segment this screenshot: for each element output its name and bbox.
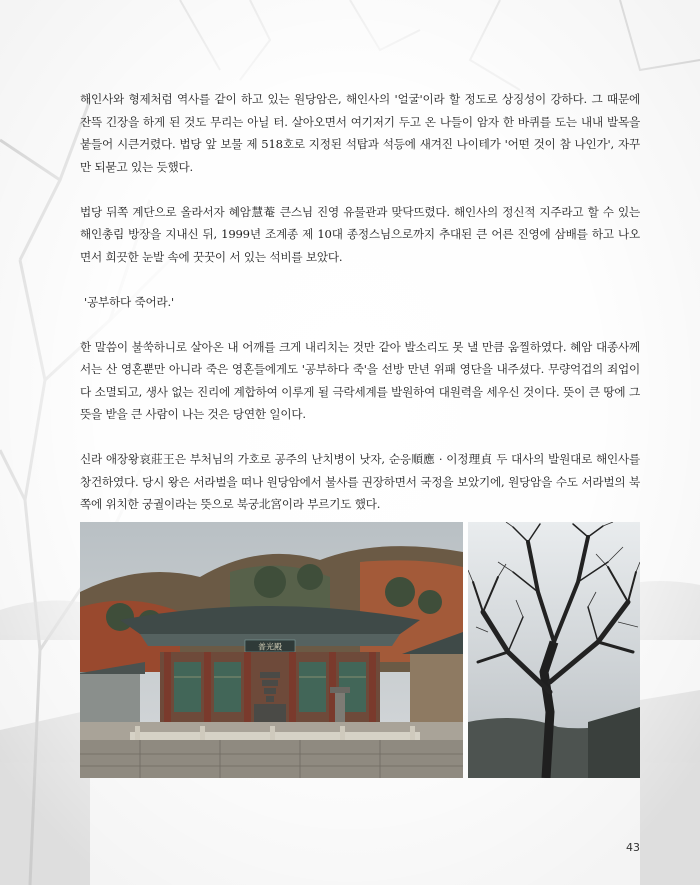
paragraph-4: 신라 애장왕哀莊王은 부처님의 가호로 공주의 난치병이 낫자, 순응順應 · 이정理貞 두 대사의 발원대로 해인사를 창건하였다. 당시 왕은 서라벌을 떠나 원당암에서 불사를 권장하면서 국정을 보았기에, 원당암을 수도 서라벌의 북쪽에 위치한 궁궐이라는 뜻으로 북궁北宮이라 부르기도 했다. bbox=[80, 452, 640, 511]
paragraph-2: 법당 뒤쪽 계단으로 올라서자 혜암慧菴 큰스님 진영 유물관과 맞닥뜨렸다. 해인사의 정신적 지주라고 할 수 있는 해인총림 방장을 지내신 뒤, 1999년 조계종 제 10대 종정스님으로까지 추대된 큰 어른 진영에 삼배를 하고 나오면서 희끗한 눈발 속에 꿋꿋이 서 있는 석비를 보았다. bbox=[80, 204, 640, 264]
temple-signboard: 普光殿 bbox=[258, 642, 282, 652]
article-body bbox=[80, 88, 640, 538]
page-number: 43 bbox=[626, 841, 640, 854]
bare-tree-photo bbox=[468, 522, 640, 778]
paragraph-3: 한 말씀이 불쑥하니로 살아온 내 어깨를 크게 내리치는 것만 같아 발소리도 못 낼 만큼 움찔하였다. 혜암 대종사께서는 산 영혼뿐만 아니라 죽은 영혼들에게도 '공부하다 죽'을 선방 만년 위패 영단을 내주셨다. 무량억겁의 죄업이 다 소멸되고, 생사 없는 진리에 계합하여 이루게 될 극락세계를 발원하여 대원력을 세우신 것이다. 뜻이 큰 땅에 그 뜻을 받을 큰 사람이 나는 것은 당연한 일이다. bbox=[80, 339, 640, 421]
paragraph-1: 해인사와 형제처럼 역사를 같이 하고 있는 원당암은, 해인사의 '얼굴'이라 할 정도로 상징성이 강하다. 그 때문에 잔뜩 긴장을 하게 된 것도 무리는 아닐 터. 살아오면서 여기저기 두고 온 나들이 암자 한 바퀴를 도는 내내 발목을 붙들어 시큰거렸다. 법당 앞 보물 제 518호로 지정된 석탑과 석등에 새겨진 나이테가 '어떤 것이 참 나인가', 자꾸만 되묻고 있는 듯했다. bbox=[80, 92, 640, 174]
temple-photo bbox=[80, 522, 463, 778]
quote-paragraph: '공부하다 죽어라.' bbox=[84, 294, 174, 309]
